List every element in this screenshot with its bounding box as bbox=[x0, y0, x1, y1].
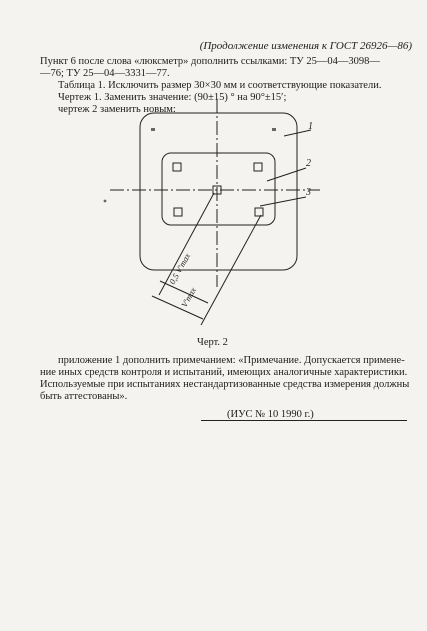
paragraph-2-line-1: Таблица 1. Исключить размер 30×30 мм и соответствующие показатели. bbox=[58, 80, 382, 91]
appendix-line-4: быть аттестованы». bbox=[40, 391, 128, 402]
continuation-header: (Продолжение изменения к ГОСТ 26926—86) bbox=[199, 40, 412, 52]
leader-line-2 bbox=[267, 168, 306, 181]
closing-rule bbox=[201, 420, 407, 421]
paragraph-1-line-2: —76; ТУ 25—04—3331—77. bbox=[40, 68, 170, 79]
edge-tick-top-left bbox=[151, 128, 155, 131]
dimension-label-upper: 0,5 V′max bbox=[167, 251, 193, 286]
paragraph-3-line-1: Чертеж 1. Заменить значение: (90±15) ° на 90°±15′; bbox=[58, 92, 287, 103]
figure-caption: Черт. 2 bbox=[197, 337, 228, 348]
callout-label-1: 1 bbox=[308, 121, 313, 132]
leader-line-3 bbox=[260, 197, 306, 206]
appendix-line-2: ние иных средств контроля и испытаний, имеющих аналогичные характеристики. bbox=[40, 367, 408, 378]
callout-label-2: 2 bbox=[306, 158, 311, 169]
dimension-line-lower bbox=[152, 296, 203, 319]
measurement-point-bottom-right bbox=[255, 208, 263, 216]
paragraph-4-line-1: чертеж 2 заменить новым: bbox=[58, 104, 176, 115]
paragraph-1-line-1: Пункт 6 после слова «люксметр» дополнить ссылками: ТУ 25—04—3098— bbox=[40, 56, 380, 67]
inner-panel bbox=[162, 153, 275, 225]
measurement-point-top-left bbox=[173, 163, 181, 171]
appendix-line-1: приложение 1 дополнить примечанием: «Примечание. Допускается примене- bbox=[58, 355, 405, 366]
margin-dot bbox=[104, 200, 107, 203]
edge-tick-top-right bbox=[272, 128, 276, 131]
measurement-point-bottom-left bbox=[174, 208, 182, 216]
callout-label-3: 3 bbox=[306, 187, 311, 198]
outer-panel bbox=[140, 113, 297, 270]
dimension-label-lower: V′max bbox=[179, 285, 199, 309]
ius-reference: (ИУС № 10 1990 г.) bbox=[227, 409, 314, 420]
measurement-point-top-right bbox=[254, 163, 262, 171]
appendix-line-3: Используемые при испытаниях нестандартизованные средства измерения должны bbox=[40, 379, 410, 390]
